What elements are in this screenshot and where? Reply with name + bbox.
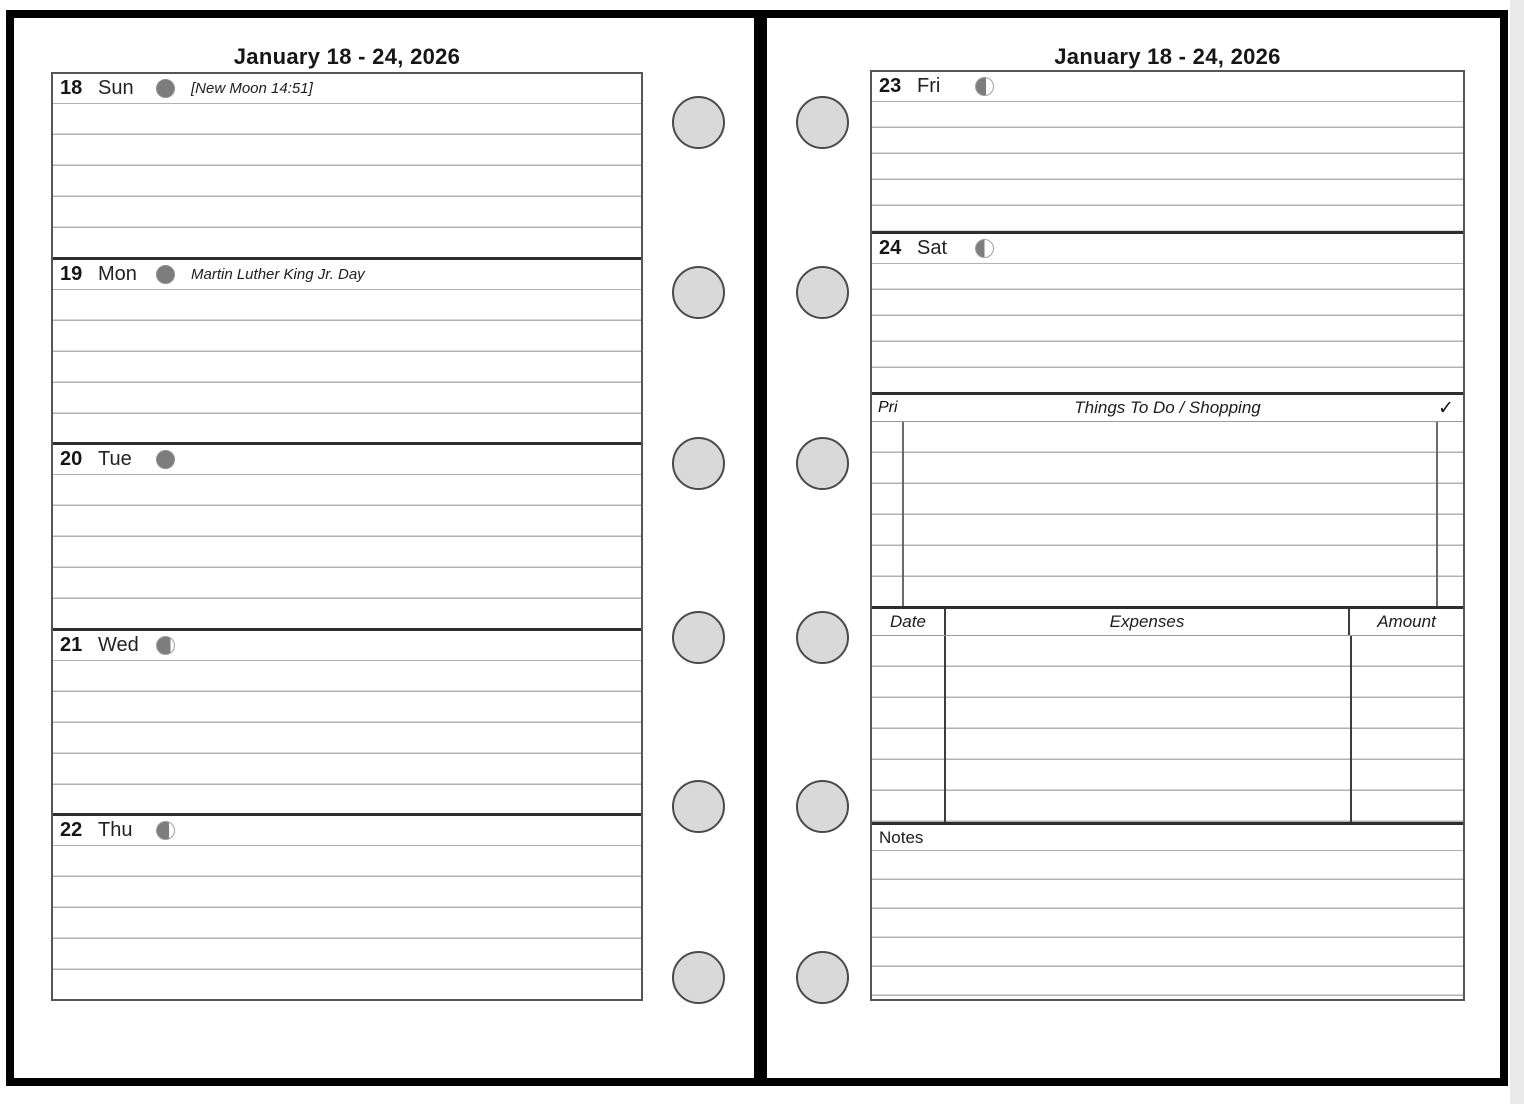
todo-priority-label: Pri xyxy=(878,399,898,416)
right-page xyxy=(767,18,1500,1078)
ruled-lines xyxy=(53,104,641,257)
day-name: Wed xyxy=(98,633,139,656)
moon-phase-icon xyxy=(156,265,175,284)
day-number: 20 xyxy=(60,448,83,471)
notes-label: Notes xyxy=(879,827,924,847)
binder-hole xyxy=(796,780,849,833)
ruled-lines xyxy=(53,661,641,814)
moon-phase-icon xyxy=(156,79,175,98)
day-number: 24 xyxy=(879,237,902,259)
binder-hole xyxy=(672,780,725,833)
ruled-lines xyxy=(53,290,641,443)
moon-phase-icon xyxy=(156,821,175,840)
day-name: Sat xyxy=(917,237,948,259)
expenses-date-header: Date xyxy=(872,609,946,635)
todo-priority-divider xyxy=(902,422,904,606)
moon-phase-icon xyxy=(975,77,994,96)
binder-hole xyxy=(796,951,849,1004)
binder-hole xyxy=(672,437,725,490)
day-block-wed xyxy=(53,628,641,814)
day-note: Martin Luther King Jr. Day xyxy=(191,265,365,283)
day-name: Sun xyxy=(98,77,134,99)
day-name: Fri xyxy=(917,75,941,97)
day-block-thu xyxy=(53,813,641,999)
checkmark-icon: ✓ xyxy=(1438,397,1454,419)
day-block-fri xyxy=(872,72,1463,231)
binder-hole xyxy=(796,437,849,490)
notes-header xyxy=(872,822,1463,851)
day-header xyxy=(872,234,1463,264)
moon-phase-icon xyxy=(156,636,175,655)
expenses-title-header: Expenses xyxy=(946,609,1350,635)
week-title-right: January 18 - 24, 2026 xyxy=(1054,44,1281,69)
ruled-lines xyxy=(53,846,641,999)
binder-spine xyxy=(754,18,767,1078)
binder-hole xyxy=(796,611,849,664)
day-number: 19 xyxy=(60,262,83,285)
day-number: 21 xyxy=(60,633,83,656)
day-block-sun xyxy=(53,74,641,257)
todo-section-title: Things To Do / Shopping xyxy=(1074,398,1261,417)
todo-check-divider xyxy=(1436,422,1438,606)
expenses-header xyxy=(872,606,1463,636)
expenses-amount-divider xyxy=(1350,636,1352,822)
day-note: [New Moon 14:51] xyxy=(191,80,313,97)
day-header xyxy=(872,72,1463,102)
day-name: Thu xyxy=(98,819,133,842)
day-header xyxy=(53,816,641,846)
binder-hole xyxy=(672,951,725,1004)
expenses-table-area xyxy=(872,636,1463,822)
ruled-lines xyxy=(872,102,1463,231)
ruled-lines xyxy=(53,475,641,628)
day-block-tue xyxy=(53,442,641,628)
binder-hole xyxy=(796,266,849,319)
day-header xyxy=(53,260,641,290)
day-header xyxy=(53,74,641,104)
day-name: Tue xyxy=(98,448,132,471)
expenses-amount-header: Amount xyxy=(1377,612,1436,631)
day-block-sat xyxy=(872,231,1463,392)
binder-hole xyxy=(672,611,725,664)
todo-section-header xyxy=(872,392,1463,422)
left-day-grid xyxy=(51,72,643,1001)
day-header xyxy=(53,445,641,475)
notes-area xyxy=(872,851,1463,999)
day-block-mon xyxy=(53,257,641,443)
moon-phase-icon xyxy=(975,239,994,258)
expenses-date-divider xyxy=(944,636,946,822)
day-header xyxy=(53,631,641,661)
ruled-lines xyxy=(872,264,1463,392)
binder-hole xyxy=(672,266,725,319)
moon-phase-icon xyxy=(156,450,175,469)
binder-hole xyxy=(796,96,849,149)
day-number: 18 xyxy=(60,77,83,99)
week-title-left: January 18 - 24, 2026 xyxy=(233,44,461,69)
left-page xyxy=(14,18,754,1078)
planner-spread xyxy=(6,10,1508,1086)
day-number: 23 xyxy=(879,75,902,97)
day-number: 22 xyxy=(60,819,83,842)
todo-list-area xyxy=(872,422,1463,606)
day-name: Mon xyxy=(98,262,137,285)
binder-hole xyxy=(672,96,725,149)
right-day-grid xyxy=(870,70,1465,1001)
page-edge-shadow xyxy=(1510,0,1524,1104)
